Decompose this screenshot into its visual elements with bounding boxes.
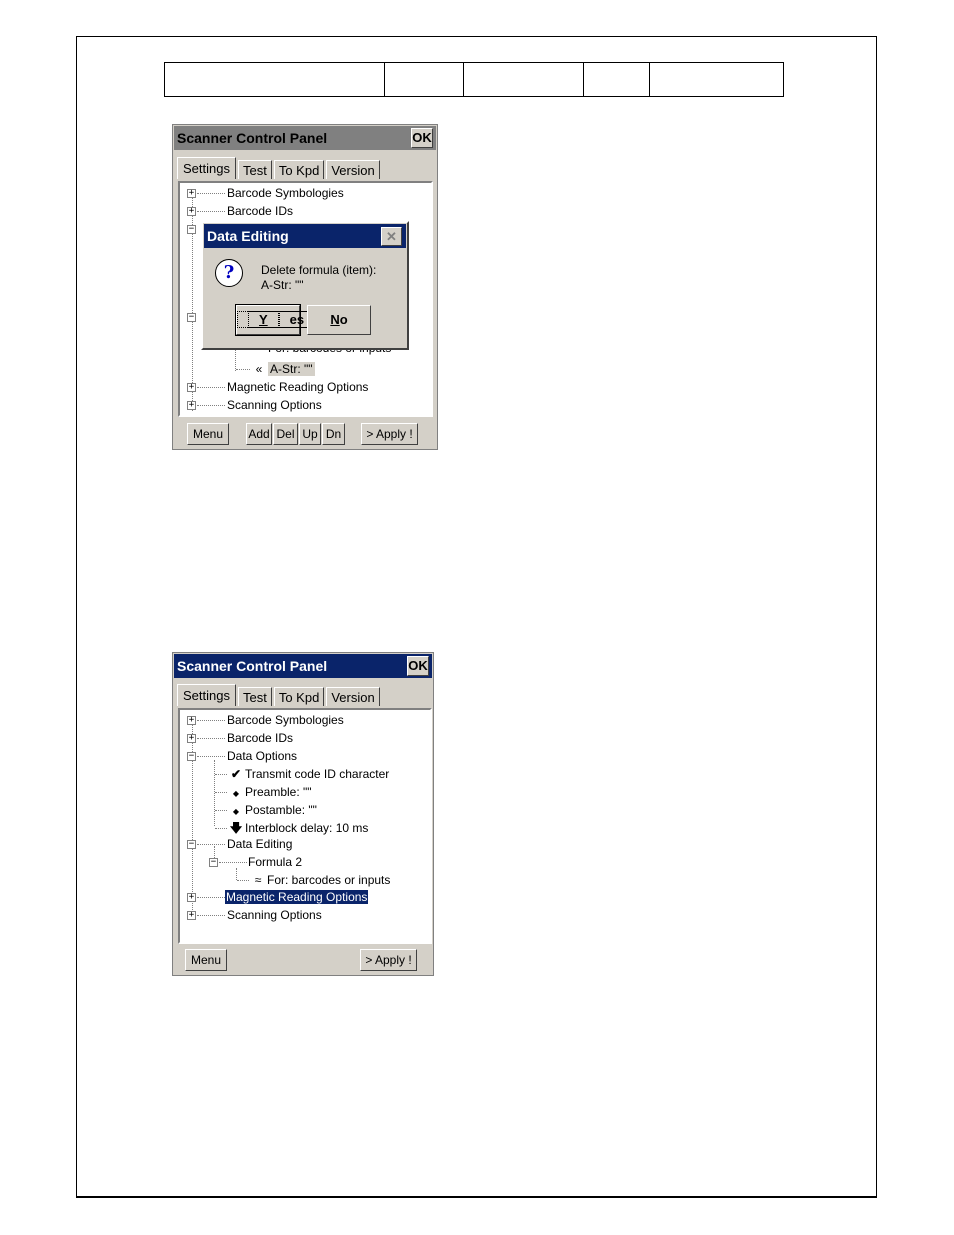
- arrow-down-icon: 🡇: [229, 821, 243, 835]
- collapse-icon[interactable]: −: [188, 224, 195, 234]
- tree-line: [215, 774, 227, 775]
- tree-item-formula-2[interactable]: Formula 2: [248, 855, 303, 869]
- tab-to-kpd[interactable]: To Kpd: [274, 160, 324, 179]
- tab-test[interactable]: Test: [238, 160, 272, 179]
- expand-icon[interactable]: +: [188, 206, 195, 216]
- ok-button[interactable]: OK: [411, 128, 433, 148]
- tab-bar: [177, 684, 382, 706]
- dialog-message-line2: A-Str: "": [261, 278, 304, 292]
- tab-settings[interactable]: Settings: [177, 684, 236, 706]
- tab-bar: [177, 157, 382, 179]
- header-cell: [584, 63, 650, 97]
- collapse-icon[interactable]: −: [188, 751, 195, 761]
- add-button[interactable]: Add: [246, 423, 272, 445]
- tree-item-preamble[interactable]: [227, 784, 312, 801]
- checkmark-icon: ✔: [230, 767, 242, 781]
- yes-button[interactable]: [236, 305, 305, 335]
- yes-label: es: [279, 311, 315, 328]
- up-button[interactable]: Up: [299, 423, 321, 445]
- tree-item-label: For: barcodes or inputs: [267, 873, 391, 887]
- tree-line: [219, 862, 247, 863]
- scanner-control-panel-window-1: [172, 124, 438, 450]
- header-cell: [385, 63, 464, 97]
- tree-line: [197, 387, 225, 388]
- tree-item-label: Interblock delay: 10 ms: [245, 821, 369, 835]
- tree-line: [214, 760, 215, 826]
- tab-test[interactable]: Test: [238, 687, 272, 706]
- no-label: o: [339, 312, 348, 327]
- tree-item-label: Magnetic Reading Options: [226, 890, 368, 904]
- tree-line: [215, 810, 227, 811]
- tree-item-label: A-Str: "": [270, 362, 313, 376]
- tree-line: [237, 880, 249, 881]
- header-cell: [165, 63, 385, 97]
- dialog-title-bar: [204, 224, 406, 248]
- header-table: [164, 62, 784, 97]
- tree-line: [197, 193, 225, 194]
- tab-settings[interactable]: Settings: [177, 157, 236, 179]
- menu-button[interactable]: Menu: [187, 423, 229, 445]
- data-editing-dialog: [201, 221, 409, 350]
- tree-item-magnetic-reading-options[interactable]: [225, 889, 368, 906]
- tree-line: [197, 844, 225, 845]
- ok-button[interactable]: OK: [407, 656, 429, 676]
- collapse-icon[interactable]: −: [210, 857, 217, 867]
- expand-icon[interactable]: +: [188, 382, 195, 392]
- tree-line: [236, 369, 250, 370]
- diamond-icon: ◆: [232, 807, 240, 816]
- tree-item-transmit-code-id[interactable]: [227, 766, 389, 783]
- collapse-icon[interactable]: −: [188, 839, 195, 849]
- scanner-control-panel-window-2: [172, 652, 434, 976]
- dialog-title: Data Editing: [207, 228, 289, 244]
- tree-item-scanning-options[interactable]: Scanning Options: [227, 398, 322, 412]
- window-title-bar: [174, 126, 436, 150]
- question-icon: ?: [215, 259, 243, 287]
- expand-icon[interactable]: +: [188, 910, 195, 920]
- del-button[interactable]: Del: [273, 423, 298, 445]
- tree-line: [197, 211, 225, 212]
- yes-hotkey: Y: [248, 311, 279, 328]
- tree-item-interblock-delay[interactable]: [227, 820, 368, 837]
- approx-icon: ≈: [254, 873, 262, 887]
- tree-line: [197, 915, 225, 916]
- tree-item-data-editing[interactable]: Data Editing: [227, 837, 293, 851]
- tree-item-postamble[interactable]: [227, 802, 317, 819]
- tree-line: [236, 868, 237, 880]
- no-button[interactable]: [307, 305, 371, 335]
- window-title: Scanner Control Panel: [177, 130, 328, 146]
- expand-icon[interactable]: +: [188, 715, 195, 725]
- tab-to-kpd[interactable]: To Kpd: [274, 687, 324, 706]
- tree-item-data-options[interactable]: Data Options: [227, 749, 298, 763]
- window-title-bar: [174, 654, 432, 678]
- tree-line: [215, 828, 227, 829]
- dialog-message-line1: Delete formula (item):: [261, 263, 377, 277]
- menu-button[interactable]: Menu: [185, 949, 227, 971]
- double-chevron-left-icon: «: [255, 362, 263, 376]
- collapse-icon[interactable]: −: [188, 312, 195, 322]
- tree-line: [197, 738, 225, 739]
- expand-icon[interactable]: +: [188, 733, 195, 743]
- dn-button[interactable]: Dn: [322, 423, 345, 445]
- tree-line: [192, 718, 193, 918]
- tree-line: [197, 405, 225, 406]
- tree-item-for-barcodes[interactable]: [249, 872, 390, 889]
- tree-line: [197, 756, 225, 757]
- tree-line: [197, 897, 225, 898]
- settings-tree[interactable]: [178, 708, 432, 944]
- header-cell: [464, 63, 584, 97]
- expand-icon[interactable]: +: [188, 400, 195, 410]
- expand-icon[interactable]: +: [188, 188, 195, 198]
- tree-item-barcode-symbologies[interactable]: Barcode Symbologies: [227, 713, 344, 727]
- window-title: Scanner Control Panel: [177, 658, 328, 674]
- tab-version[interactable]: Version: [326, 687, 379, 706]
- tree-item-barcode-ids[interactable]: Barcode IDs: [227, 204, 294, 218]
- tree-item-label: Transmit code ID character: [245, 767, 390, 781]
- close-icon[interactable]: ✕: [381, 227, 402, 246]
- tree-item-label: Preamble: "": [245, 785, 312, 799]
- tree-item-magnetic-reading-options[interactable]: Magnetic Reading Options: [227, 380, 369, 394]
- expand-icon[interactable]: +: [188, 892, 195, 902]
- diamond-icon: ◆: [232, 789, 240, 798]
- tree-item-barcode-ids[interactable]: Barcode IDs: [227, 731, 294, 745]
- dialog-message: [261, 263, 376, 293]
- apply-button[interactable]: > Apply !: [360, 949, 417, 971]
- tree-item-a-str[interactable]: [250, 361, 315, 378]
- tree-item-label: Postamble: "": [245, 803, 317, 817]
- tree-item-barcode-symbologies[interactable]: Barcode Symbologies: [227, 186, 344, 200]
- apply-button[interactable]: > Apply !: [361, 423, 418, 445]
- tree-line: [197, 720, 225, 721]
- tree-item-scanning-options[interactable]: Scanning Options: [227, 908, 322, 922]
- no-hotkey: N: [330, 312, 340, 327]
- header-cell: [650, 63, 784, 97]
- tab-version[interactable]: Version: [326, 160, 379, 179]
- tree-line: [215, 792, 227, 793]
